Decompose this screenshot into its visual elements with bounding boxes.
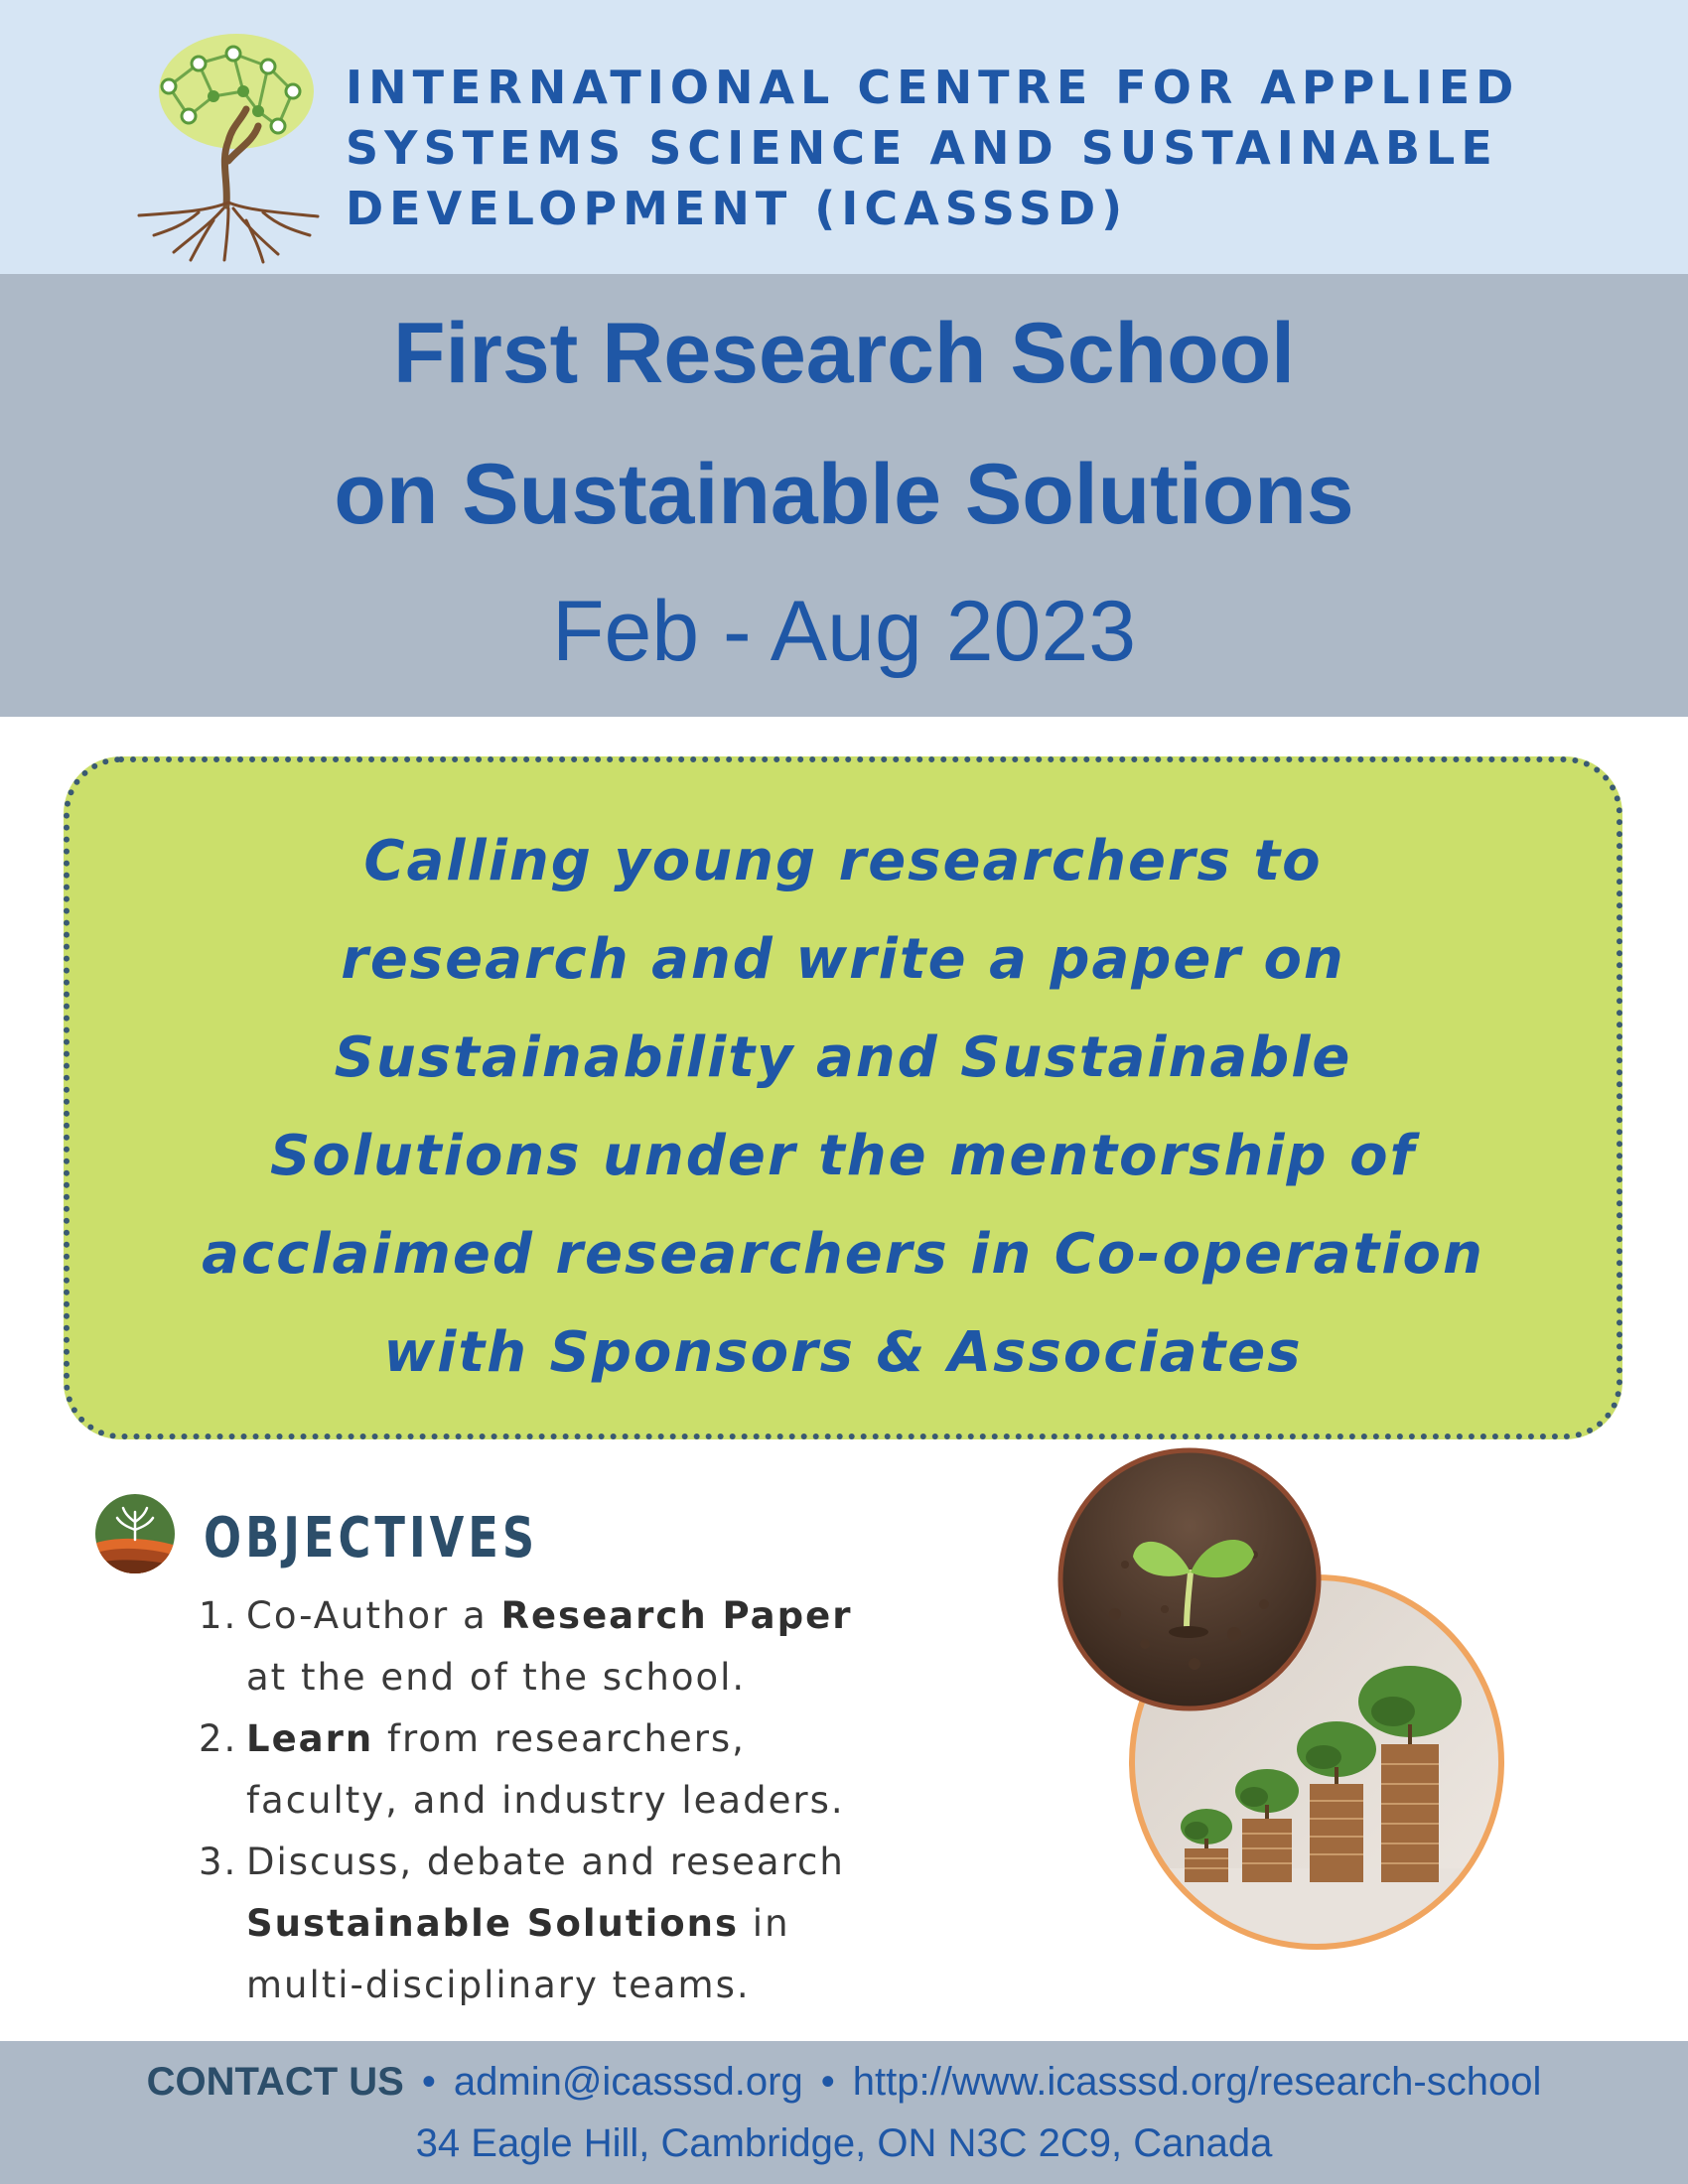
objective-item [199, 1708, 973, 1832]
objective-highlight: Research Paper [500, 1594, 853, 1637]
call-text-line: Solutions under the mentorship of [270, 1124, 1416, 1188]
objective-text: Co-Author a [246, 1594, 501, 1637]
tree-network-logo [129, 32, 328, 265]
organization-name [346, 58, 1636, 239]
call-for-researchers-box [64, 756, 1622, 1439]
objective-number: 3. [199, 1841, 238, 1883]
event-dates: Feb - Aug 2023 [551, 584, 1137, 679]
objective-number: 1. [199, 1594, 238, 1637]
event-title-line-1: First Research School [392, 306, 1296, 401]
objective-number: 2. [199, 1717, 238, 1760]
seedling-in-soil-photo [1055, 1445, 1324, 1713]
call-text-line: research and write a paper on [341, 927, 1345, 992]
separator-bullet: • [421, 2060, 436, 2104]
objective-text-continued: at the end of the school. [246, 1656, 747, 1699]
objective-item [199, 1585, 973, 1708]
title-band [0, 274, 1688, 717]
website-link[interactable]: http://www.icasssd.org/research-school [852, 2060, 1542, 2104]
sprout-badge-icon [93, 1492, 177, 1575]
call-text-line: acclaimed researchers in Co-operation [202, 1222, 1484, 1287]
call-text-line: Sustainability and Sustainable [334, 1025, 1352, 1090]
call-text [70, 812, 1617, 1402]
contact-email-link[interactable]: admin@icasssd.org [453, 2060, 803, 2104]
call-text-line: with Sponsors & Associates [383, 1320, 1303, 1385]
header-banner [0, 0, 1688, 274]
call-text-line: Calling young researchers to [363, 829, 1323, 893]
objectives-list [199, 1585, 973, 2016]
postal-address: 34 Eagle Hill, Cambridge, ON N3C 2C9, Canada [415, 2121, 1273, 2165]
contact-footer [0, 2041, 1688, 2184]
objective-item [199, 1832, 973, 2016]
objective-highlight: Sustainable Solutions [246, 1902, 740, 1945]
objective-text: Discuss, debate and research [246, 1841, 845, 1883]
objectives-heading: OBJECTIVES [204, 1506, 539, 1570]
objective-text: from researchers, [373, 1717, 746, 1760]
objective-highlight: Learn [246, 1717, 374, 1760]
event-title-line-2: on Sustainable Solutions [334, 447, 1354, 542]
organization-name-line: SYSTEMS SCIENCE AND SUSTAINABLE [346, 121, 1498, 175]
contact-line [0, 2057, 1688, 2107]
objective-text: in [739, 1902, 790, 1945]
objective-text-continued: faculty, and industry leaders. [246, 1779, 845, 1822]
organization-name-line: DEVELOPMENT (ICASSSD) [346, 182, 1129, 235]
organization-name-line: INTERNATIONAL CENTRE FOR APPLIED [346, 61, 1520, 114]
separator-bullet: • [820, 2060, 835, 2104]
contact-us-label: CONTACT US [146, 2060, 404, 2104]
objective-text-continued: multi-disciplinary teams. [246, 1964, 751, 2006]
